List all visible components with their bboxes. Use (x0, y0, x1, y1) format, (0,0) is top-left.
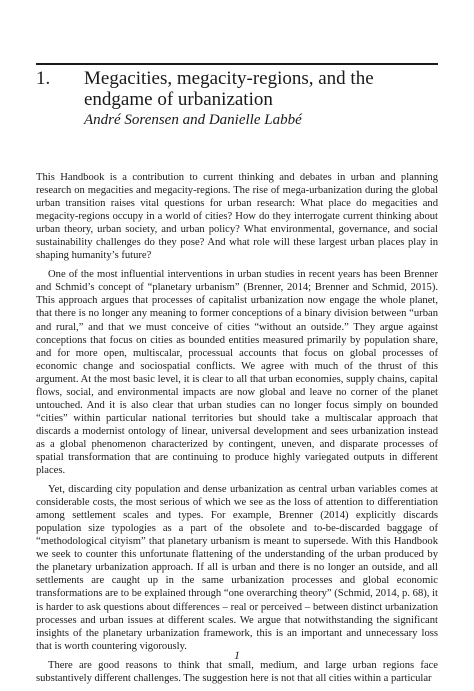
chapter-number: 1. (36, 68, 51, 89)
chapter-authors: André Sorensen and Danielle Labbé (84, 112, 302, 128)
page-number: 1 (234, 650, 240, 662)
paragraph-2: One of the most influential interventions in urban studies in recent years has been Brenner and Schmid’s concept of “planetary urbanism” (Brenner, 2014; Brenner and Schmid, 2015). This approach argues that processes of capitalist urbanization now engage the whole planet, that there is no longer any meaning to former conceptions of a binary division between “urban and rural,” and that we must conceive of cities “without an outside.” They argue against conceptions that focus on cities as bounded entities measured primarily by population share, and for more open, multiscalar, processual accounts that focus on global processes of economic change and sociospatial conflicts. We agree with much of the thrust of this argument. At the most basic level, it is clear to all that urban economies, supply chains, capital flows, social, and environmental impacts are now global and leave no corner of the planet untouched. And it is also clear that urban studies can no longer focus simply on bounded “cities” within particular national territories but should take a multiscalar approach that discards a modernist ontology of linear, universal development and sees urbanization instead as a global phenomenon characterized by contingent, uneven, and disparate processes of spatial transformation that are continuing to produce highly variegated outputs in different places. (36, 269, 438, 477)
paragraph-4: There are good reasons to think that small, medium, and large urban regions face substantively different challenges. The suggestion here is not that all cities within a particular (36, 659, 438, 684)
body-text (36, 171, 438, 691)
paragraph-3: Yet, discarding city population and dense urbanization as central urban variables comes at considerable costs, the most serious of which we see as the loss of attention to differentiation among settlement scales and types. For example, Brenner (2014) explicitly discards population size typologies as a part of the obsolete and to-be-discarded baggage of “methodological cityism” that planetary urbanism is meant to supersede. With this Handbook we seek to counter this unfortunate flattening of the understanding of the urban produced by the planetary urbanization approach. If all is urban and there is no longer an outside, and all settlements are caught up in the same urbanization processes and global economic transformations are to be explained through “one overarching theory” (Schmid, 2014, p. 68), it is harder to ask questions about differences – real or perceived – between distinct urbanization processes and urban issues at different scales. We argue that notwithstanding the significant insights of the planetary urbanization framework, this is an important and unnecessary loss that is worth countering vigorously. (36, 484, 438, 652)
paragraph-1: This Handbook is a contribution to current thinking and debates in urban and planning research on megacities and megacity-regions. The rise of mega-urbanization during the global urban transition raises vital questions for urban research: What place do megacities and megacity-regions occupy in a world of cities? How do they interrogate current thinking about urban theory, urban society, and urban policy? What environmental, governance, and social sustainability challenges do they pose? And what role will these largest urban places play in shaping humanity’s future? (36, 172, 438, 262)
chapter-title: Megacities, megacity-regions, and the endgame of urbanization (84, 68, 374, 110)
chapter-top-rule (36, 63, 438, 65)
